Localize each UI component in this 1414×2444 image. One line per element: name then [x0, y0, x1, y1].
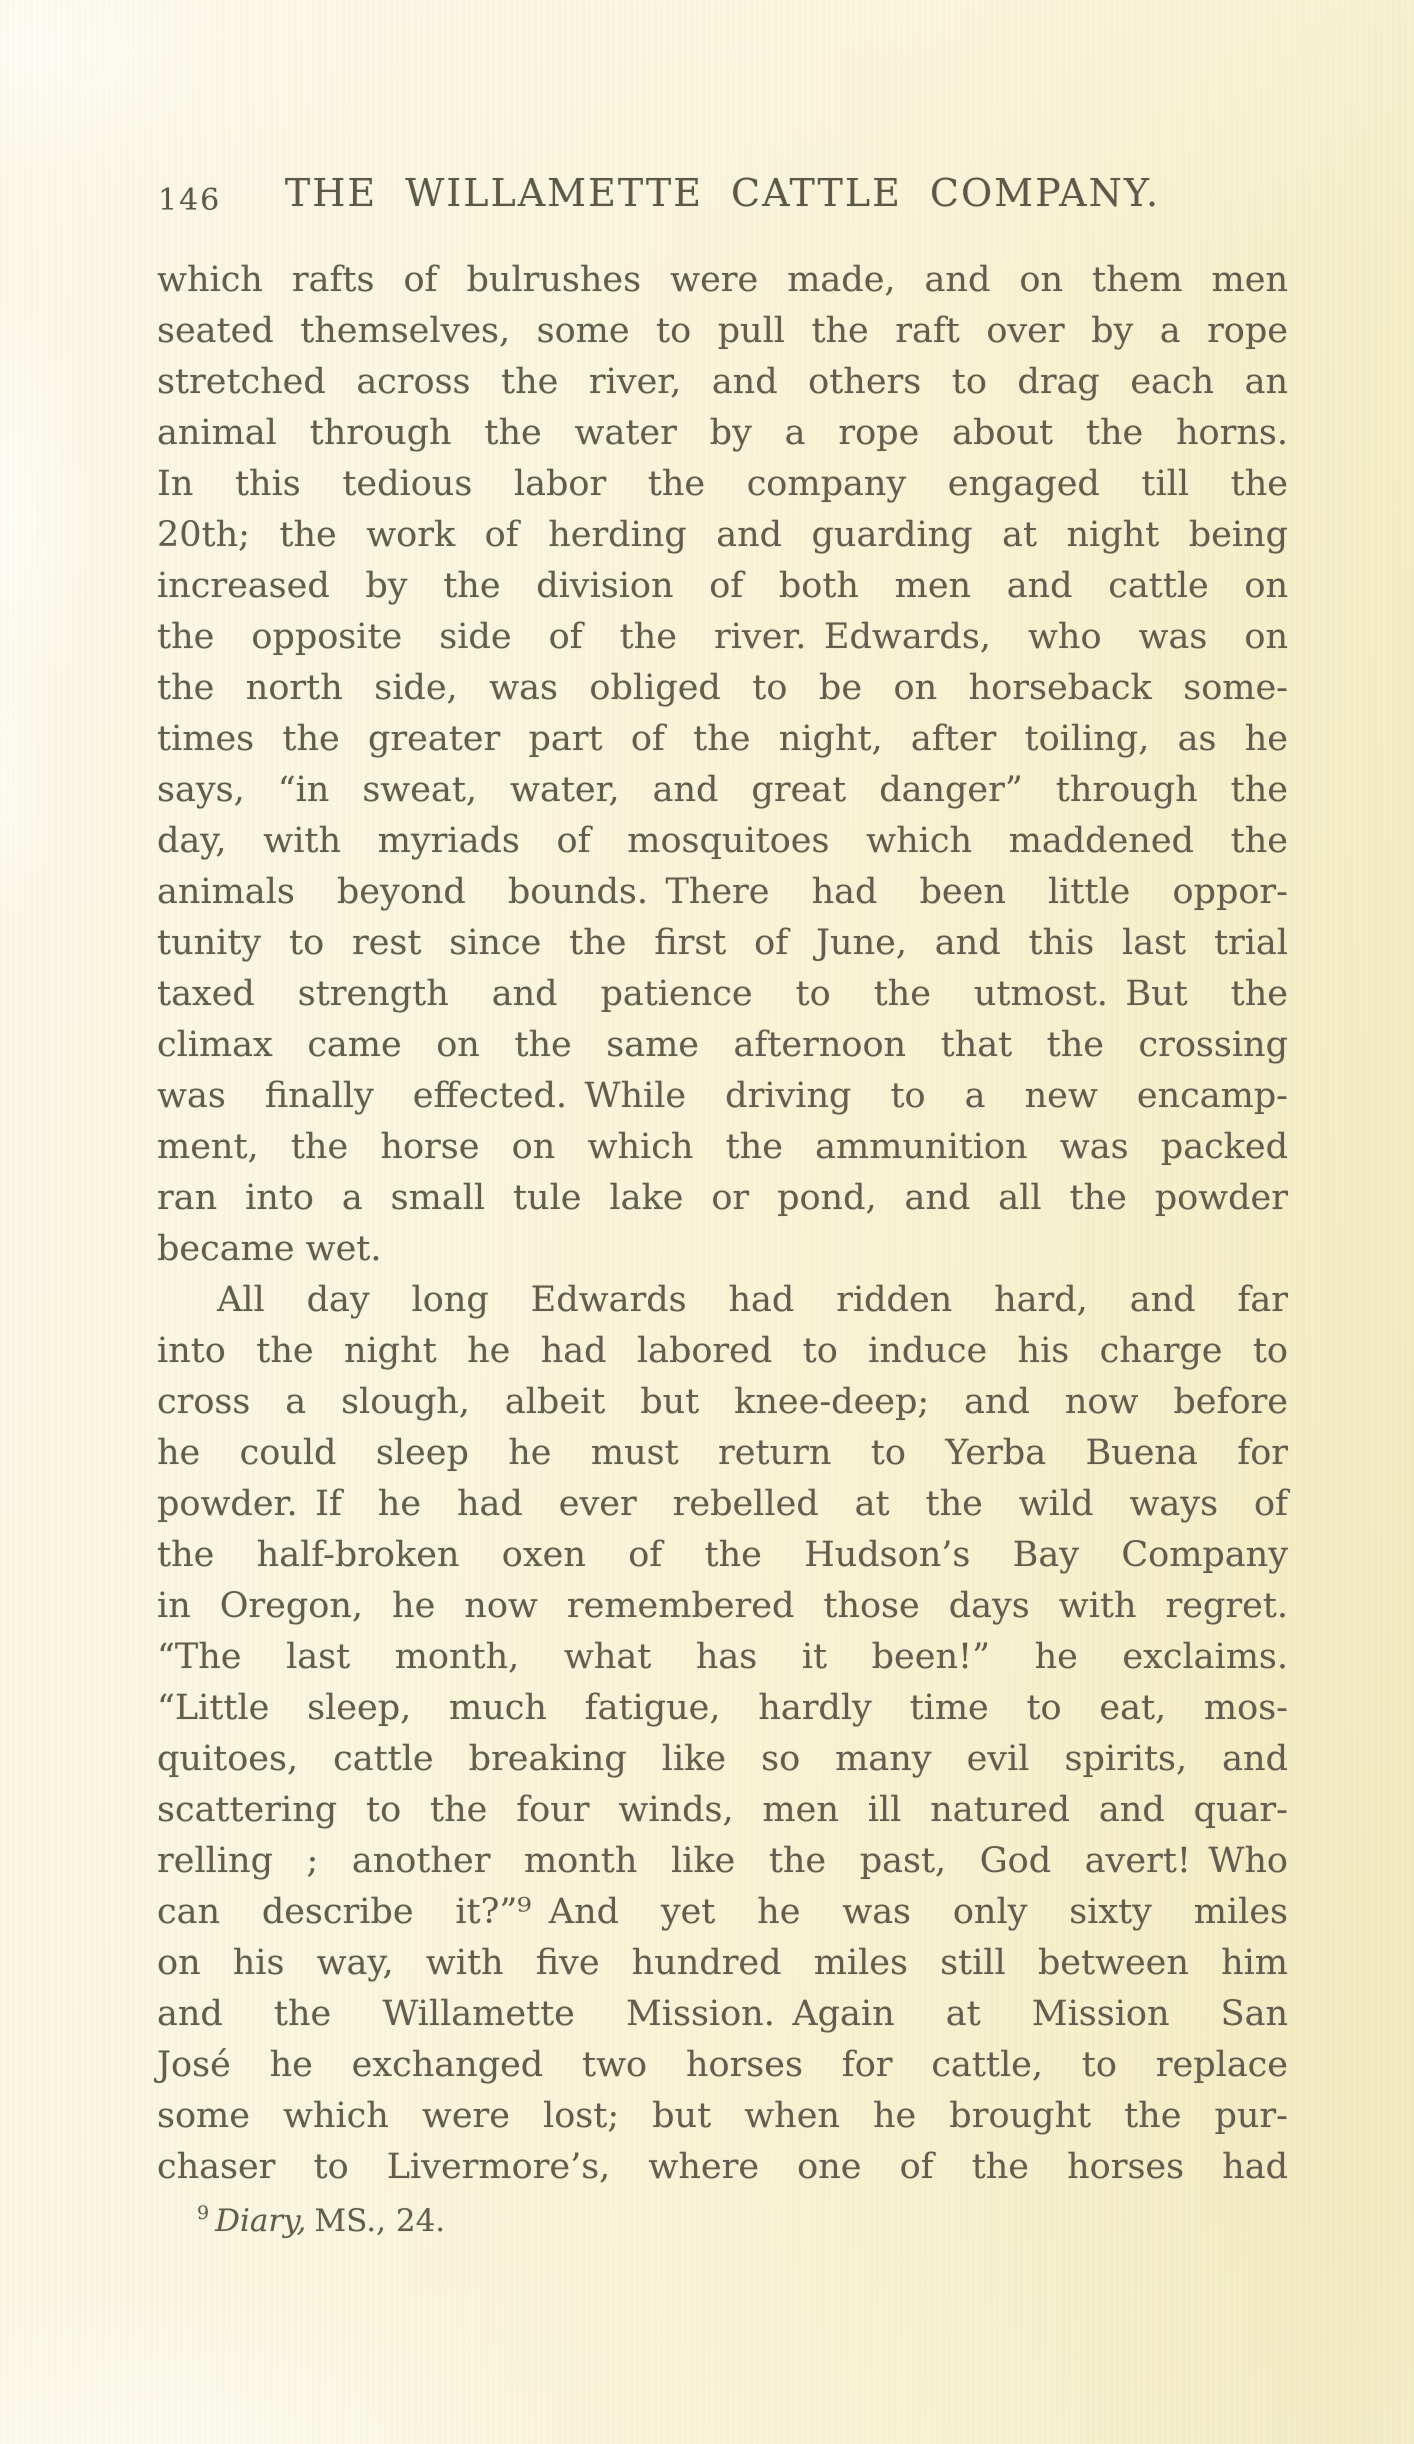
text-line: ment, the horse on which the ammunition was packed [157, 1127, 1288, 1167]
text-line: powder. If he had ever rebelled at the wild ways of [157, 1484, 1288, 1524]
text-line: the half-broken oxen of the Hudson’s Bay Company [157, 1535, 1288, 1575]
text-line: was finally effected. While driving to a new encamp- [157, 1076, 1288, 1116]
text-line: “Little sleep, much fatigue, hardly time to eat, mos- [157, 1688, 1288, 1728]
text-line: In this tedious labor the company engaged till the [157, 464, 1288, 504]
text-line: relling ; another month like the past, God avert! Who [157, 1841, 1288, 1881]
text-line: “The last month, what has it been!” he exclaims. [157, 1637, 1288, 1677]
text-line: animal through the water by a rope about the horns. [157, 413, 1288, 453]
text-line: All day long Edwards had ridden hard, and far [217, 1280, 1288, 1320]
text-line: chaser to Livermore’s, where one of the horses had [157, 2147, 1288, 2187]
paragraph-2 [157, 1275, 1288, 2193]
text-line: quitoes, cattle breaking like so many evil spirits, and [157, 1739, 1288, 1779]
text-line: scattering to the four winds, men ill natured and quar- [157, 1790, 1288, 1830]
body-text [157, 255, 1288, 2193]
text-line: on his way, with five hundred miles still between him [157, 1943, 1288, 1983]
page-number: 146 [158, 183, 222, 218]
text-line: ran into a small tule lake or pond, and all the powder [157, 1178, 1288, 1218]
text-line: the opposite side of the river. Edwards, who was on [157, 617, 1288, 657]
text-line: cross a slough, albeit but knee-deep; and now before [157, 1382, 1288, 1422]
text-line: animals beyond bounds. There had been little oppor- [157, 872, 1288, 912]
text-line: the north side, was obliged to be on horseback some- [157, 668, 1288, 708]
text-line: tunity to rest since the first of June, and this last trial [157, 923, 1288, 963]
text-line: which rafts of bulrushes were made, and on them men [157, 260, 1288, 300]
footnote-work-title: Diary, [215, 2203, 307, 2239]
text-line: day, with myriads of mosquitoes which maddened the [157, 821, 1288, 861]
text-line: times the greater part of the night, after toiling, as he [157, 719, 1288, 759]
text-line: some which were lost; but when he brought the pur- [157, 2096, 1288, 2136]
footnote [197, 2193, 445, 2241]
text-line: 20th; the work of herding and guarding at night being [157, 515, 1288, 555]
text-line: into the night he had labored to induce his charge to [157, 1331, 1288, 1371]
text-line: says, “in sweat, water, and great danger” through the [157, 770, 1288, 810]
text-line: became wet. [157, 1229, 382, 1269]
text-line: seated themselves, some to pull the raft over by a rope [157, 311, 1288, 351]
paragraph-1 [157, 255, 1288, 1275]
footnote-text: MS., 24. [314, 2203, 446, 2239]
text-line: in Oregon, he now remembered those days with regret. [157, 1586, 1288, 1626]
text-line: can describe it?”⁹ And yet he was only sixty miles [157, 1892, 1288, 1932]
text-line: taxed strength and patience to the utmost. But the [157, 974, 1288, 1014]
text-line: José he exchanged two horses for cattle, to replace [157, 2045, 1288, 2085]
footnote-marker: 9 [197, 2202, 210, 2224]
text-line: increased by the division of both men and cattle on [157, 566, 1288, 606]
text-line: and the Willamette Mission. Again at Mission San [157, 1994, 1288, 2034]
text-line: he could sleep he must return to Yerba Buena for [157, 1433, 1288, 1473]
running-header-title: THE WILLAMETTE CATTLE COMPANY. [284, 171, 1161, 215]
text-line: climax came on the same afternoon that the crossing [157, 1025, 1288, 1065]
text-line: stretched across the river, and others to drag each an [157, 362, 1288, 402]
